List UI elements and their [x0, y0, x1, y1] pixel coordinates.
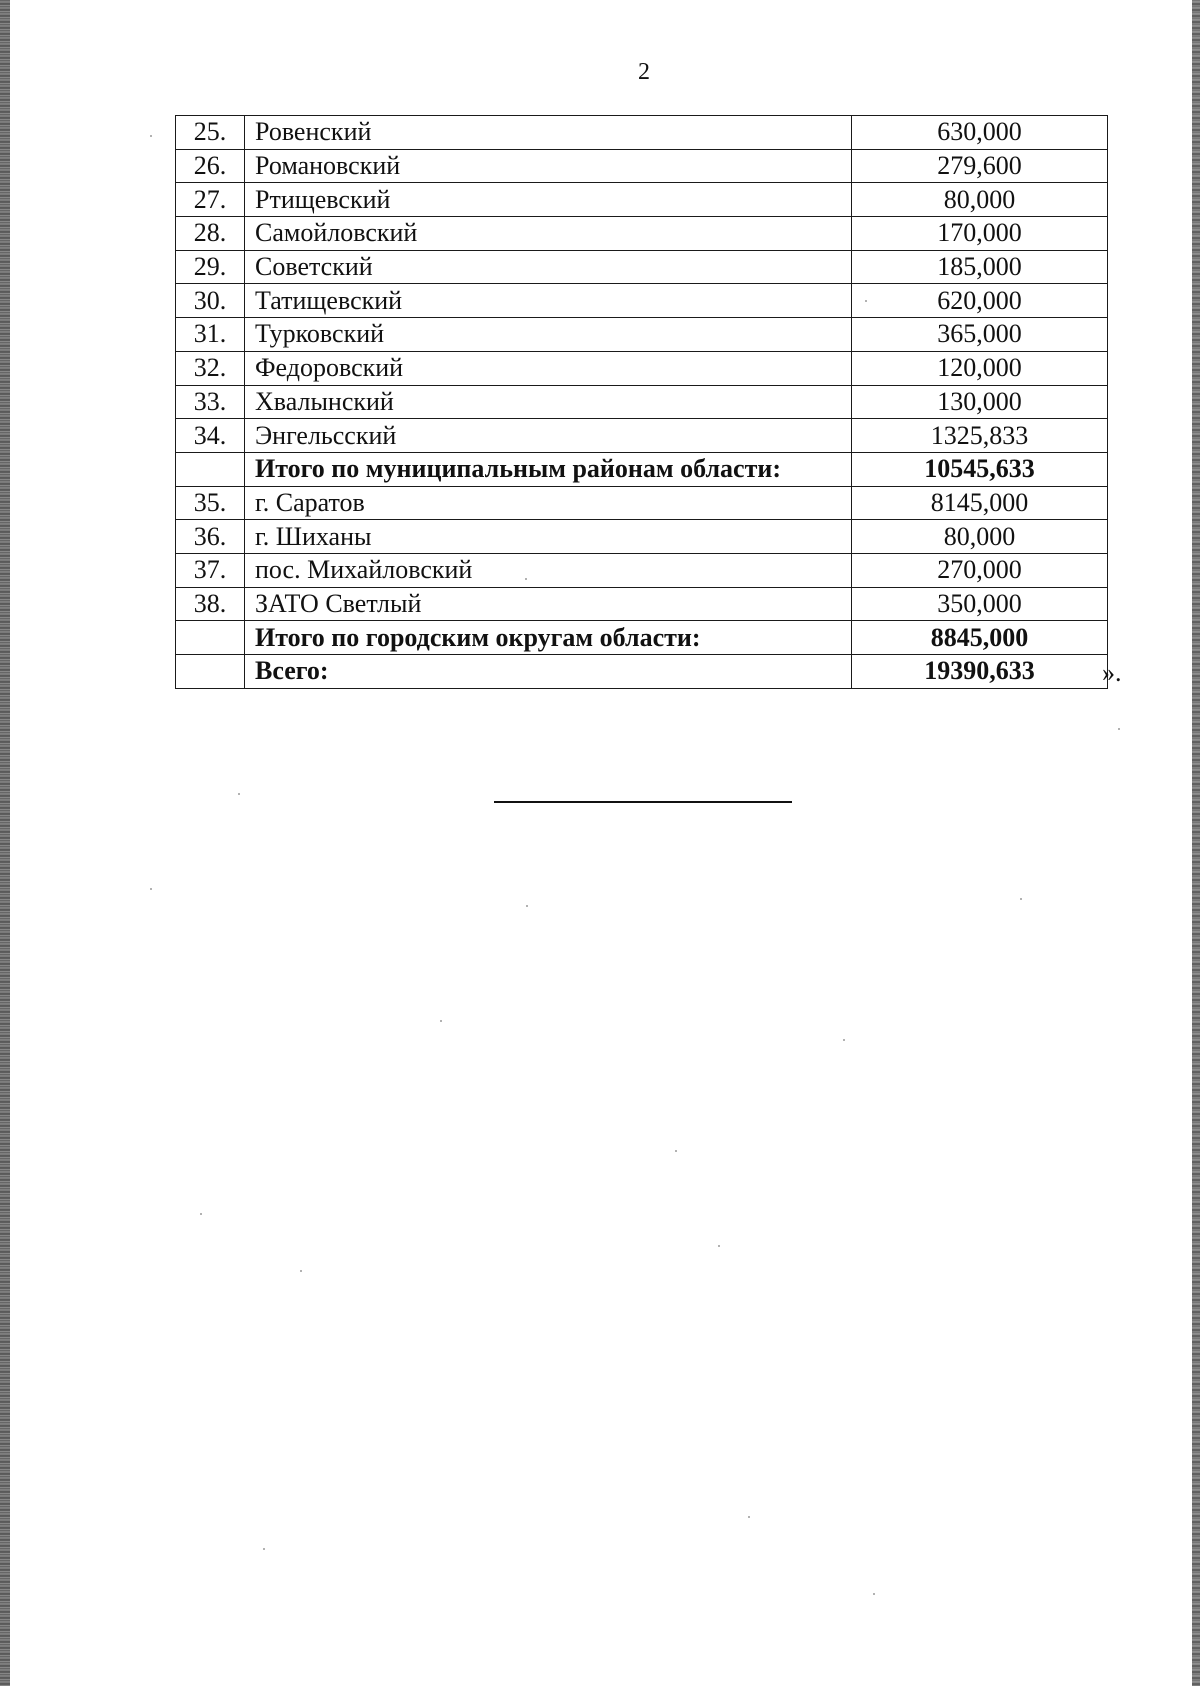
table-row [176, 486, 1108, 520]
amount-cell: 279,600 [852, 149, 1108, 183]
row-number-cell: 33. [176, 385, 245, 419]
row-number-cell: 27. [176, 183, 245, 217]
total-label-cell: Итого по муниципальным районам области: [245, 452, 852, 486]
total-value-cell: 19390,633 [852, 655, 1108, 689]
amount-cell: 120,000 [852, 351, 1108, 385]
amount-cell: 8145,000 [852, 486, 1108, 520]
scan-speck [1020, 898, 1022, 900]
table-row [176, 385, 1108, 419]
scan-speck [718, 1245, 720, 1247]
amount-cell: 620,000 [852, 284, 1108, 318]
table-row [176, 284, 1108, 318]
amount-cell: 630,000 [852, 116, 1108, 150]
scan-speck [150, 888, 152, 890]
scan-speck [843, 1039, 845, 1041]
row-number-cell: 34. [176, 419, 245, 453]
scan-speck [525, 578, 527, 580]
district-name-cell: Ртищевский [245, 183, 852, 217]
total-label-cell: Всего: [245, 655, 852, 689]
district-name-cell: Ровенский [245, 116, 852, 150]
table-row [176, 553, 1108, 587]
scan-speck [526, 905, 528, 907]
amount-cell: 130,000 [852, 385, 1108, 419]
amount-cell: 365,000 [852, 318, 1108, 352]
closing-quote-mark: ». [1102, 658, 1122, 687]
district-name-cell: Татищевский [245, 284, 852, 318]
total-label-cell: Итого по городским округам области: [245, 621, 852, 655]
scan-speck [300, 1270, 302, 1272]
amount-cell: 80,000 [852, 183, 1108, 217]
scan-border-right [1192, 0, 1200, 1686]
district-name-cell: Энгельсский [245, 419, 852, 453]
district-name-cell: Федоровский [245, 351, 852, 385]
district-name-cell: Романовский [245, 149, 852, 183]
page-number: 2 [638, 59, 650, 85]
district-name-cell: Советский [245, 250, 852, 284]
table-total-row [176, 452, 1108, 486]
scan-border-left [0, 0, 10, 1686]
separator-line [494, 801, 792, 803]
amount-cell: 185,000 [852, 250, 1108, 284]
table-total-row [176, 621, 1108, 655]
table-row [176, 419, 1108, 453]
row-number-cell: 28. [176, 217, 245, 251]
district-name-cell: г. Шиханы [245, 520, 852, 554]
scan-speck [263, 1548, 265, 1550]
row-number-cell [176, 621, 245, 655]
row-number-cell: 36. [176, 520, 245, 554]
allocation-table [175, 115, 1108, 689]
scan-speck [748, 1516, 750, 1518]
table-row [176, 183, 1108, 217]
table-row [176, 351, 1108, 385]
row-number-cell: 29. [176, 250, 245, 284]
scan-speck [200, 1213, 202, 1215]
table-row [176, 318, 1108, 352]
row-number-cell [176, 452, 245, 486]
table-row [176, 587, 1108, 621]
table-row [176, 520, 1108, 554]
district-name-cell: ЗАТО Светлый [245, 587, 852, 621]
scan-speck [238, 793, 240, 795]
scan-speck [1118, 728, 1120, 730]
row-number-cell: 38. [176, 587, 245, 621]
row-number-cell: 25. [176, 116, 245, 150]
district-name-cell: г. Саратов [245, 486, 852, 520]
district-name-cell: Хвалынский [245, 385, 852, 419]
total-value-cell: 10545,633 [852, 452, 1108, 486]
amount-cell: 80,000 [852, 520, 1108, 554]
scan-speck [873, 1593, 875, 1595]
table-row [176, 116, 1108, 150]
scan-speck [150, 135, 152, 137]
scan-speck [865, 300, 867, 302]
row-number-cell: 31. [176, 318, 245, 352]
row-number-cell: 35. [176, 486, 245, 520]
amount-cell: 170,000 [852, 217, 1108, 251]
table-row [176, 250, 1108, 284]
row-number-cell: 30. [176, 284, 245, 318]
row-number-cell: 32. [176, 351, 245, 385]
row-number-cell: 26. [176, 149, 245, 183]
total-value-cell: 8845,000 [852, 621, 1108, 655]
table-row [176, 149, 1108, 183]
district-name-cell: пос. Михайловский [245, 553, 852, 587]
row-number-cell: 37. [176, 553, 245, 587]
amount-cell: 350,000 [852, 587, 1108, 621]
scan-speck [675, 1150, 677, 1152]
row-number-cell [176, 655, 245, 689]
district-name-cell: Самойловский [245, 217, 852, 251]
amount-cell: 270,000 [852, 553, 1108, 587]
scan-speck [440, 1020, 442, 1022]
allocation-table-body [176, 116, 1108, 689]
district-name-cell: Турковский [245, 318, 852, 352]
amount-cell: 1325,833 [852, 419, 1108, 453]
table-total-row [176, 655, 1108, 689]
table-row [176, 217, 1108, 251]
